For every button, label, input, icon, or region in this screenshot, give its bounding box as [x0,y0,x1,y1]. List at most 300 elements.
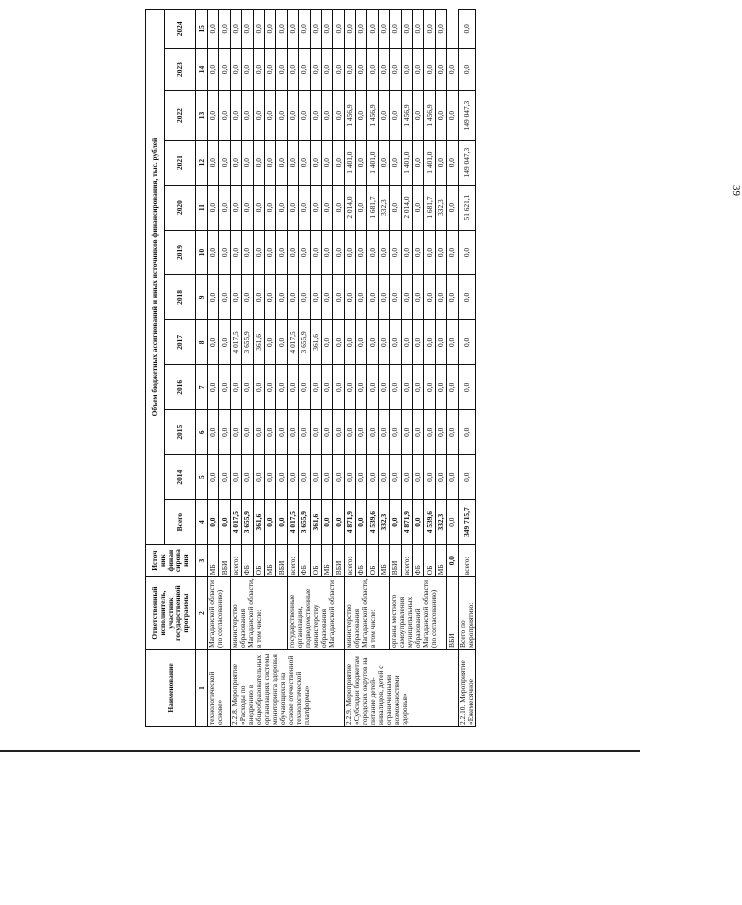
cell-year-value: 0,0 [413,230,424,275]
table-row [230,10,241,727]
cell-year-value: 0,0 [424,365,435,410]
funding-source: МБ [321,545,332,577]
measure-name: технологической основе» [208,649,231,726]
cell-year-value: 0,0 [276,230,287,275]
cell-year-value: 0,0 [333,320,344,365]
cell-year-value: 0,0 [344,365,355,410]
cell-year-value: 0,0 [344,10,355,49]
cell-year-value: 0,0 [276,10,287,49]
cell-year-value: 0,0 [378,140,389,185]
cell-year-value: 0,0 [367,48,378,91]
table-row [458,10,475,727]
cell-year-value: 0,0 [264,48,275,91]
column-number: 3 [196,545,208,577]
cell-year-value: 1 401,0 [367,140,378,185]
cell-year-value: 0,0 [287,455,298,500]
cell-year-value: 1 681,7 [424,185,435,230]
cell-year-value: 0,0 [321,320,332,365]
cell-total: 4 539,6 [367,500,378,545]
cell-year-value: 0,0 [242,275,253,320]
header-year: 2020 [165,185,196,230]
funding-source: всего: [401,545,412,577]
header-funding-group: Объем бюджетных ассигнований и иных источников финансирования, тыс. рублей [146,10,165,545]
cell-year-value: 0,0 [390,10,401,49]
cell-total: 3 655,9 [242,500,253,545]
cell-year-value: 0,0 [413,48,424,91]
cell-year-value: 0,0 [219,410,230,455]
cell-year-value: 0,0 [287,275,298,320]
header-executor: Ответственный исполнитель, участник государственной программы [146,577,196,650]
cell-year-value: 1 456,9 [424,91,435,140]
column-number: 8 [196,320,208,365]
cell-year-value: 361,6 [253,320,264,365]
cell-year-value: 0,0 [219,230,230,275]
cell-year-value: 0,0 [390,365,401,410]
cell-year-value: 0,0 [208,365,219,410]
executor-name: министерство образования Магаданской области, в том числе: [230,577,287,650]
column-number: 12 [196,140,208,185]
cell-year-value: 0,0 [208,185,219,230]
cell-year-value: 0,0 [447,91,458,140]
cell-year-value: 0,0 [310,185,321,230]
executor-name: Магаданской области (по согласованию) [208,577,231,650]
cell-year-value: 3 655,9 [299,320,310,365]
cell-year-value: 1 681,7 [367,185,378,230]
cell-year-value: 0,0 [219,91,230,140]
cell-total: 4 539,6 [424,500,435,545]
cell-year-value: 0,0 [276,91,287,140]
cell-total: 0,0 [264,500,275,545]
cell-year-value: 0,0 [378,410,389,455]
column-number: 11 [196,185,208,230]
cell-year-value: 332,3 [378,185,389,230]
cell-total: 0,0 [333,500,344,545]
cell-total: 361,6 [253,500,264,545]
cell-year-value: 0,0 [219,140,230,185]
cell-year-value: 149 047,3 [458,140,475,185]
cell-year-value: 1 401,0 [401,140,412,185]
column-number: 4 [196,500,208,545]
cell-total: 4 017,5 [230,500,241,545]
header-year: 2023 [165,48,196,91]
cell-year-value: 0,0 [458,455,475,500]
cell-year-value: 0,0 [333,365,344,410]
funding-source: ФБ [413,545,424,577]
funding-source: ФБ [299,545,310,577]
cell-year-value: 0,0 [435,365,446,410]
cell-year-value: 0,0 [321,410,332,455]
cell-year-value: 332,3 [435,185,446,230]
cell-year-value: 0,0 [299,365,310,410]
cell-year-value: 0,0 [378,275,389,320]
cell-year-value: 0,0 [401,365,412,410]
cell-year-value: 0,0 [219,365,230,410]
cell-year-value: 0,0 [378,91,389,140]
cell-year-value: 0,0 [424,230,435,275]
cell-year-value: 0,0 [287,10,298,49]
cell-year-value: 0,0 [299,275,310,320]
cell-year-value: 0,0 [264,365,275,410]
cell-year-value: 0,0 [333,10,344,49]
cell-year-value: 0,0 [356,185,367,230]
cell-total: 0,0 [219,500,230,545]
cell-year-value: 0,0 [287,365,298,410]
table-row [344,10,355,727]
cell-year-value: 0,0 [253,275,264,320]
cell-year-value: 0,0 [253,140,264,185]
cell-year-value: 0,0 [321,455,332,500]
funding-source: всего: [458,545,475,577]
cell-year-value: 0,0 [219,185,230,230]
cell-year-value: 0,0 [458,48,475,91]
cell-year-value: 0,0 [242,91,253,140]
cell-year-value: 0,0 [310,275,321,320]
cell-year-value: 0,0 [447,275,458,320]
page-separator-line [0,750,640,752]
cell-year-value: 0,0 [321,365,332,410]
cell-year-value: 0,0 [276,275,287,320]
cell-year-value: 0,0 [333,410,344,455]
cell-year-value: 0,0 [367,230,378,275]
funding-source: ОБ [310,545,321,577]
page-number: 39 [730,185,742,196]
cell-total: 332,3 [378,500,389,545]
funding-source: ОБ [424,545,435,577]
cell-year-value: 0,0 [208,48,219,91]
cell-year-value: 0,0 [401,10,412,49]
cell-year-value: 0,0 [264,140,275,185]
cell-year-value: 0,0 [435,410,446,455]
funding-source: ОБ [367,545,378,577]
cell-year-value: 0,0 [413,320,424,365]
cell-year-value: 0,0 [287,48,298,91]
cell-year-value: 0,0 [435,320,446,365]
cell-total: 349 715,7 [458,500,475,545]
cell-year-value: 0,0 [356,365,367,410]
cell-year-value: 0,0 [447,455,458,500]
cell-year-value: 0,0 [447,230,458,275]
cell-year-value: 0,0 [401,320,412,365]
cell-year-value: 0,0 [378,10,389,49]
cell-year-value: 0,0 [230,455,241,500]
cell-year-value: 0,0 [458,275,475,320]
header-total: Всего [165,500,196,545]
cell-year-value: 0,0 [413,185,424,230]
cell-year-value: 0,0 [390,185,401,230]
cell-year-value: 0,0 [299,140,310,185]
cell-year-value: 0,0 [310,455,321,500]
cell-year-value: 0,0 [356,48,367,91]
cell-year-value: 0,0 [390,410,401,455]
cell-year-value: 51 621,1 [458,185,475,230]
cell-year-value: 0,0 [287,230,298,275]
funding-source: ФБ [242,545,253,577]
funding-source: МБ [435,545,446,577]
cell-year-value: 0,0 [264,410,275,455]
funding-source: всего: [287,545,298,577]
header-year: 2015 [165,410,196,455]
cell-year-value: 0,0 [310,91,321,140]
cell-year-value: 0,0 [253,410,264,455]
cell-year-value: 0,0 [253,91,264,140]
measure-name: 2.2.9. Мероприятие «Субсидии бюджетам городских округов на питание детей-инвалидов, детей с ограниченными возможностями здоровья» [344,649,458,726]
cell-year-value: 0,0 [299,48,310,91]
cell-year-value: 0,0 [413,410,424,455]
cell-total: 4 017,5 [287,500,298,545]
cell-year-value: 0,0 [447,410,458,455]
cell-year-value: 0,0 [264,91,275,140]
cell-year-value: 0,0 [367,320,378,365]
table-row [208,10,219,727]
cell-year-value: 0,0 [276,410,287,455]
column-number: 2 [196,577,208,650]
column-number: 13 [196,91,208,140]
funding-source: всего: [344,545,355,577]
cell-year-value: 0,0 [310,365,321,410]
cell-year-value: 0,0 [219,10,230,49]
funding-source: ВБИ [276,545,287,577]
cell-year-value: 1 401,0 [344,140,355,185]
cell-year-value: 0,0 [276,185,287,230]
cell-year-value: 0,0 [344,230,355,275]
cell-year-value: 0,0 [321,275,332,320]
cell-year-value: 0,0 [276,365,287,410]
cell-year-value: 0,0 [264,275,275,320]
cell-year-value: 0,0 [356,320,367,365]
cell-total: 3 655,9 [299,500,310,545]
cell-year-value: 0,0 [390,455,401,500]
column-number: 15 [196,10,208,49]
cell-year-value: 0,0 [299,230,310,275]
cell-year-value: 0,0 [310,48,321,91]
budget-table [145,9,476,727]
cell-year-value: 0,0 [208,230,219,275]
column-number: 5 [196,455,208,500]
cell-year-value: 0,0 [299,455,310,500]
funding-source: МБ [378,545,389,577]
cell-year-value: 0,0 [458,320,475,365]
cell-year-value: 0,0 [378,48,389,91]
cell-year-value: 0,0 [253,48,264,91]
cell-year-value: 0,0 [253,455,264,500]
cell-year-value: 0,0 [299,410,310,455]
cell-total: 4 871,9 [344,500,355,545]
cell-year-value: 0,0 [276,320,287,365]
cell-year-value: 0,0 [253,365,264,410]
cell-year-value: 0,0 [356,275,367,320]
cell-year-value: 0,0 [299,185,310,230]
cell-year-value: 0,0 [424,275,435,320]
cell-year-value: 0,0 [458,230,475,275]
cell-year-value: 4 017,5 [230,320,241,365]
cell-year-value: 0,0 [230,91,241,140]
cell-year-value: 0,0 [208,275,219,320]
column-number: 7 [196,365,208,410]
measure-name: 2.2.8. Мероприятие «Расходы по внедрению в общеобразовательных организациях системы мониторинга здоровья обучающихся на основе отечественной технологической платформы» [230,649,344,726]
cell-year-value: 1 456,9 [401,91,412,140]
cell-year-value: 0,0 [356,10,367,49]
cell-year-value: 0,0 [447,500,458,545]
cell-year-value: 0,0 [276,48,287,91]
header-year: 2022 [165,91,196,140]
cell-year-value: 0,0 [230,10,241,49]
cell-year-value: 0,0 [401,230,412,275]
cell-year-value: 0,0 [333,275,344,320]
table-header [146,10,208,727]
cell-year-value: 0,0 [344,410,355,455]
cell-year-value: 0,0 [208,140,219,185]
cell-year-value: 0,0 [458,10,475,49]
funding-source: ВБИ [333,545,344,577]
cell-year-value: 0,0 [356,410,367,455]
cell-year-value: 361,6 [310,320,321,365]
header-year: 2018 [165,275,196,320]
cell-year-value: 0,0 [321,185,332,230]
executor-name: государственные организации, подведомственные министерству образования Магаданской области [287,577,344,650]
cell-year-value: 0,0 [344,455,355,500]
header-year: 2021 [165,140,196,185]
cell-year-value: 0,0 [458,410,475,455]
cell-year-value: 0,0 [253,185,264,230]
cell-year-value: 0,0 [424,320,435,365]
cell-total: 4 871,9 [401,500,412,545]
header-year: 2014 [165,455,196,500]
cell-year-value: 0,0 [230,275,241,320]
executor-name: Всего по мероприятию: [458,577,475,650]
cell-year-value: 0,0 [299,91,310,140]
cell-year-value: 0,0 [264,230,275,275]
cell-year-value: 0,0 [390,91,401,140]
cell-year-value: 0,0 [424,48,435,91]
funding-source: всего: [230,545,241,577]
cell-year-value: 0,0 [435,91,446,140]
cell-year-value: 0,0 [390,275,401,320]
executor-name: органы местного самоуправления муниципальных образований Магаданской области (по согласованию) [390,577,447,650]
cell-year-value: 0,0 [208,410,219,455]
cell-year-value: 0,0 [321,140,332,185]
cell-year-value: 0,0 [413,365,424,410]
cell-year-value: 0,0 [219,320,230,365]
cell-year-value: 0,0 [321,230,332,275]
header-source: Источ ник финан сирова ния [146,545,196,577]
cell-year-value: 0,0 [230,410,241,455]
cell-year-value: 0,0 [264,10,275,49]
cell-year-value: 0,0 [378,320,389,365]
cell-year-value: 0,0 [310,230,321,275]
cell-year-value: 0,0 [401,410,412,455]
table-row [390,10,401,727]
cell-year-value: 0,0 [367,275,378,320]
cell-total: 0,0 [208,500,219,545]
cell-year-value: 0,0 [253,10,264,49]
cell-year-value: 0,0 [287,140,298,185]
cell-year-value: 0,0 [242,10,253,49]
cell-year-value: 0,0 [321,48,332,91]
column-number: 14 [196,48,208,91]
cell-year-value: 0,0 [242,230,253,275]
measure-name: 2.2.10. Мероприятие «Ежемесячное [458,649,475,726]
column-number: 10 [196,230,208,275]
cell-year-value: 0,0 [310,410,321,455]
cell-year-value: 0,0 [447,365,458,410]
cell-total: 0,0 [276,500,287,545]
cell-year-value: 0,0 [367,410,378,455]
funding-source: ОБ [253,545,264,577]
cell-year-value: 0,0 [333,48,344,91]
cell-total: 0,0 [356,500,367,545]
cell-year-value: 2 014,0 [344,185,355,230]
cell-year-value: 0,0 [390,48,401,91]
header-year: 2017 [165,320,196,365]
table-body [208,10,476,727]
cell-year-value: 1 456,9 [344,91,355,140]
cell-year-value: 0,0 [401,455,412,500]
cell-year-value: 0,0 [435,48,446,91]
cell-year-value: 0,0 [413,10,424,49]
cell-total: 332,3 [435,500,446,545]
cell-year-value: 0,0 [242,185,253,230]
cell-year-value: 0,0 [333,91,344,140]
cell-year-value: 0,0 [447,185,458,230]
cell-year-value: 0,0 [242,410,253,455]
cell-year-value: 0,0 [356,140,367,185]
cell-year-value: 0,0 [333,455,344,500]
cell-year-value: 0,0 [435,140,446,185]
cell-total: 0,0 [390,500,401,545]
cell-year-value: 0,0 [264,185,275,230]
column-number: 6 [196,410,208,455]
cell-year-value: 0,0 [230,365,241,410]
cell-year-value: 0,0 [253,230,264,275]
cell-year-value: 1 456,9 [367,91,378,140]
cell-year-value: 3 655,9 [242,320,253,365]
cell-year-value: 0,0 [287,91,298,140]
cell-year-value: 0,0 [242,455,253,500]
cell-year-value: 0,0 [242,365,253,410]
table-row [447,10,458,727]
header-year: 2024 [165,10,196,49]
cell-year-value: 0,0 [321,91,332,140]
cell-year-value: 0,0 [413,455,424,500]
column-numbers-row [196,10,208,727]
cell-year-value: 0,0 [310,10,321,49]
cell-year-value: 0,0 [401,275,412,320]
cell-year-value: 0,0 [356,91,367,140]
cell-year-value: 0,0 [242,48,253,91]
cell-year-value: 0,0 [208,10,219,49]
cell-year-value: 0,0 [321,10,332,49]
header-year: 2016 [165,365,196,410]
cell-year-value: 0,0 [435,10,446,49]
cell-total: 361,6 [310,500,321,545]
cell-year-value: 0,0 [333,230,344,275]
cell-year-value: 0,0 [424,10,435,49]
cell-year-value: 0,0 [287,410,298,455]
cell-year-value: 0,0 [344,320,355,365]
cell-total: 0,0 [413,500,424,545]
funding-source: ВБИ [390,545,401,577]
cell-year-value: 0,0 [264,320,275,365]
cell-year-value: 0,0 [230,185,241,230]
cell-year-value: 0,0 [310,140,321,185]
executor-name: министерство образования Магаданской области, в том числе: [344,577,390,650]
cell-year-value: 0,0 [458,365,475,410]
cell-year-value: 0,0 [208,320,219,365]
cell-year-value: 0,0 [344,48,355,91]
cell-year-value: 0,0 [435,230,446,275]
header-year: 2019 [165,230,196,275]
cell-year-value: 0,0 [276,140,287,185]
